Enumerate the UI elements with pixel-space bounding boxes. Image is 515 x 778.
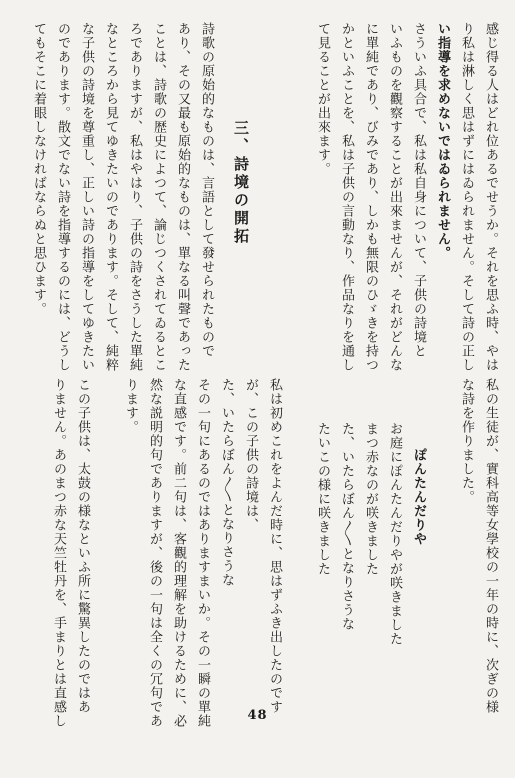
text-column-bottom-1: 私の生徒が、實科高等女學校の一年の時に、次ぎの様 <box>483 378 498 714</box>
text-column-left-8: てもそこに着眼しなければならぬと思ひます。 <box>31 22 46 316</box>
text-column-left-2: あり、その又最も原始的なものは、單なる叫聲であった <box>175 22 190 372</box>
text-column-bottom-10: この子供は、太鼓の様なといふ所に驚異したのではあ <box>75 378 90 714</box>
page-number: 48 <box>247 708 268 723</box>
text-column-left-4: ろでありますが、私はやはり、子供の詩をさうした單純 <box>127 22 142 372</box>
text-column-top-4: さういふ具合で、私は私自身について、子供の詩境と <box>411 22 426 358</box>
text-column-top-7: かといふことを、私は子供の言動なり、作品なりを通し <box>339 22 354 372</box>
text-column-left-5: なところから見てゆきたいのであります。そして、純粹 <box>103 22 118 372</box>
text-column-left-6: な子供の詩境を尊重し、正しい詩の指導をしてゆきたい <box>79 22 94 372</box>
text-column-bottom-2: な詩を作りました。 <box>459 378 474 504</box>
poem-line-4: たいこの様に咲きました <box>315 422 330 576</box>
text-column-bottom-9: ります。 <box>123 378 138 434</box>
poem-line-2: まつ赤なのが咲きました <box>363 422 378 576</box>
text-column-top-6: に單純であり、びみであり、しかも無限のひゞきを持つ <box>363 22 378 372</box>
text-column-bottom-5: た、いたらぼん〳〵となりさうな <box>219 378 234 587</box>
text-column-left-1: 詩歌の原始的なものは、言語として發せられたもので <box>199 22 214 358</box>
text-column-top-3: い指導を求めないではゐられません。 <box>435 22 450 260</box>
text-column-top-2: り私は淋しく思はずにはゐられません。そして詩の正し <box>459 22 474 372</box>
text-column-left-7: のであります。散文でない詩を指導するのには、どうし <box>55 22 70 372</box>
text-column-bottom-8: 然な説明的句でありますが、後の一句は全くの冗句であ <box>147 378 162 728</box>
text-column-left-3: ことは、詩歌の歴史によつて、論じつくされてゐるとこ <box>151 22 166 372</box>
poem-title: ぽんたんだりや <box>411 448 426 546</box>
text-column-top-5: いふものを觀察することが出來ませんが、それがどんな <box>387 22 402 372</box>
text-column-bottom-4: が、この子供の詩境は、 <box>243 378 258 532</box>
text-column-bottom-7: な直感です。前二句は、客觀的理解を助けるために、必 <box>171 378 186 728</box>
poem-line-3: た、いたらぼん〳〵となりさうな <box>339 422 354 631</box>
text-column-top-1: 感じ得る人はどれ位あるでせうか。それを思ふ時、やは <box>483 22 498 372</box>
text-column-bottom-11: りません。あのまつ赤な天竺牡丹を、手まりとは直感し <box>51 378 66 728</box>
poem-line-1: お庭にぽんたんだりやが咲きました <box>387 422 402 646</box>
section-heading: 三、詩境の開拓 <box>232 120 250 246</box>
text-column-bottom-3: 私は初めこれをよんだ時に、思はずふき出したのです <box>267 378 282 714</box>
text-column-bottom-6: その一句にあるのではありますまいか。その一瞬の單純 <box>195 378 210 728</box>
text-column-top-8: て見ることが出來ます。 <box>315 22 330 176</box>
